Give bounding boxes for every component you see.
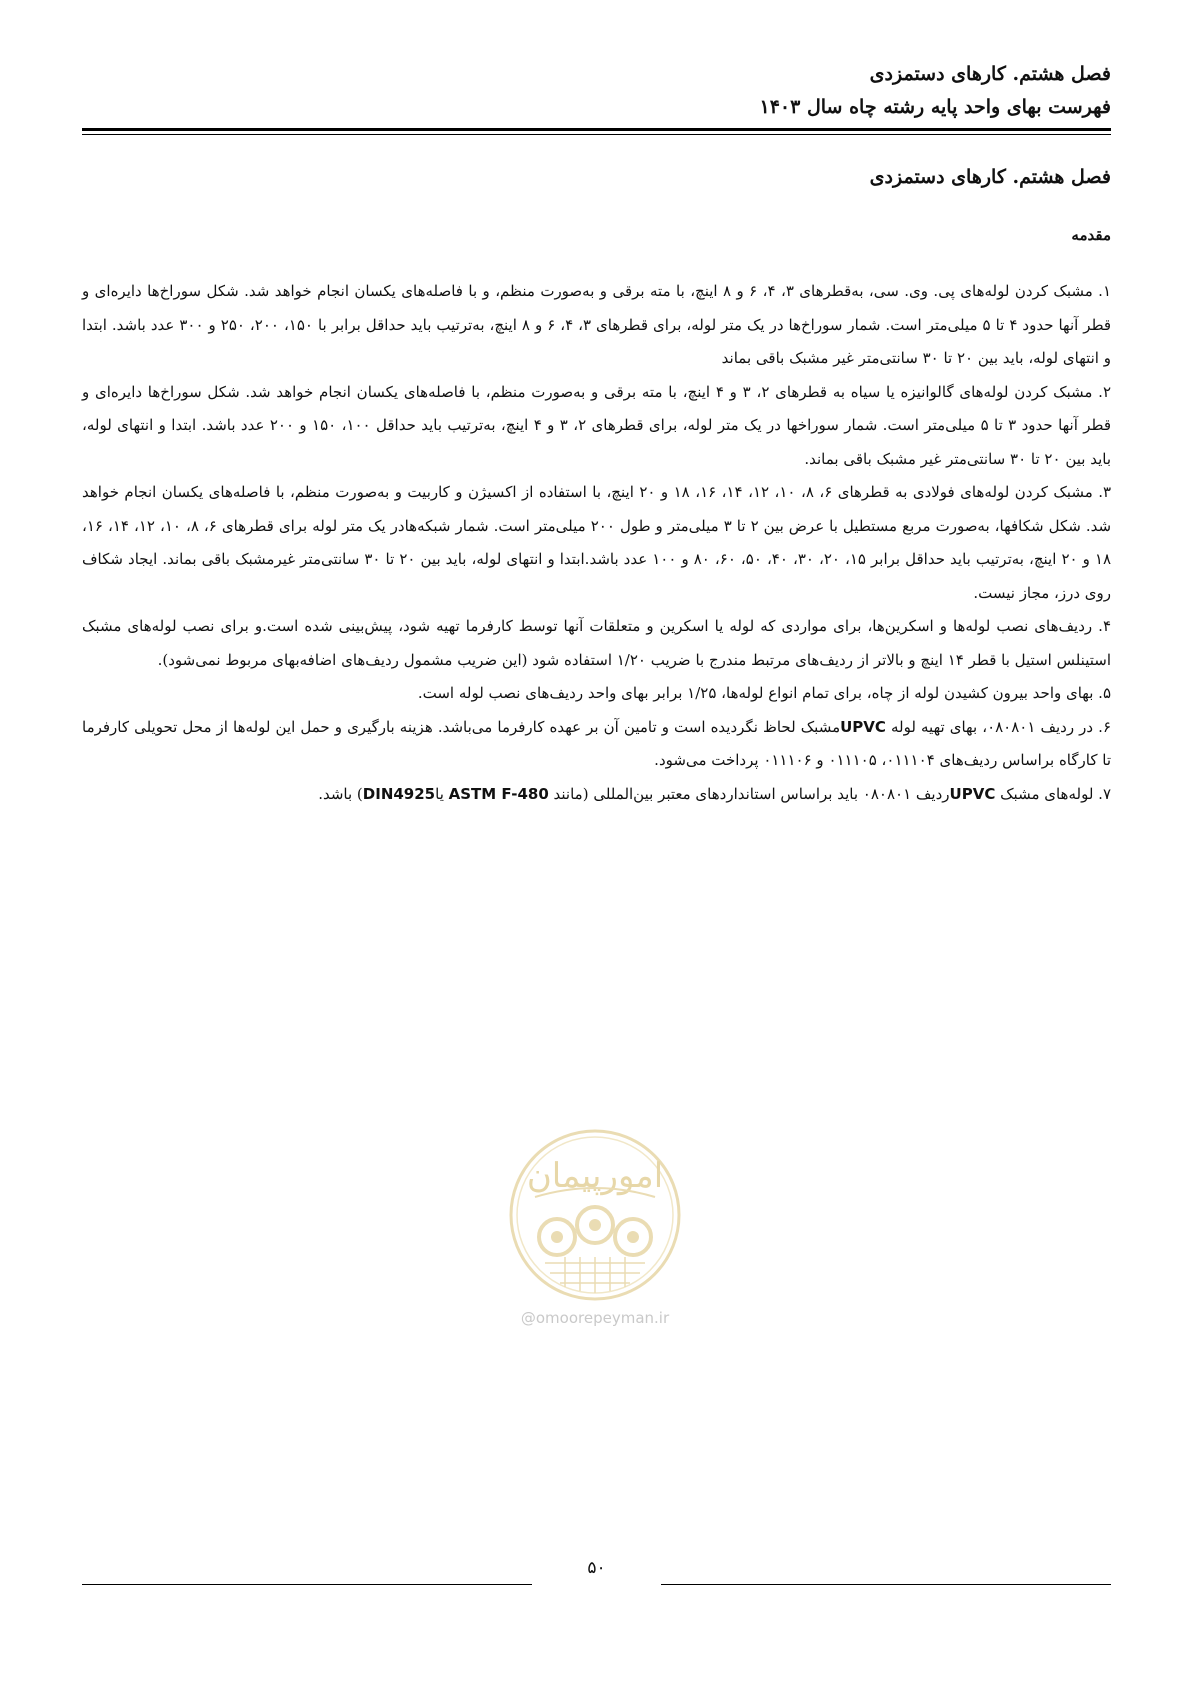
page-number: ۵۰ <box>587 1558 606 1578</box>
paragraph-5: ۵. بهای واحد بیرون کشیدن لوله از چاه، برای تمام انواع لوله‌ها، ۱/۲۵ برابر بهای واحد ردیف‌های نصب لوله است. <box>417 684 1111 702</box>
header-document-title: فهرست بهای واحد پایه رشته چاه سال ۱۴۰۳ <box>759 96 1111 118</box>
paragraph-2: ۲. مشبک کردن لوله‌های گالوانیزه یا سیاه به قطرهای ۲، ۳ و ۴ اینچ، با مته برقی و به‌صورت منظم، با فاصله‌های یکسان انجام خواهد شد. شکل سوراخ‌ها دایره‌ای و قطر آنها حدود ۳ تا ۵ میلی‌متر است. شمار سوراخها در یک متر لوله، برای قطرهای ۲، ۳ و ۴ اینچ، به‌ترتیب باید حداقل ۱۰۰، ۱۵۰ و ۲۰۰ عدد باشد. ابتدا و انتهای لوله، باید بین ۲۰ تا ۳۰ سانتی‌متر غیر مشبک باقی بماند. <box>82 382 1112 468</box>
chapter-title: فصل هشتم. کارهای دستمزدی <box>869 166 1111 188</box>
paragraph-7-start: ۷. لوله‌های مشبک <box>995 784 1111 803</box>
paragraph-6-start: ۶. در ردیف ۰۸۰۸۰۱، بهای تهیه لوله <box>885 717 1112 736</box>
section-title: مقدمه <box>1071 226 1111 244</box>
paragraph-6 <box>82 711 1111 778</box>
paragraph-6-end: مشبک لحاظ نگردیده است و تامین آن بر عهده کارفرما می‌باشد. هزینه بارگیری و حمل این لوله‌ها از محل تحویلی کارفرما تا کارگاه براساس ردیف‌های ۰۱۱۱۰۴، ۰۱۱۱۰۵ و ۰۱۱۱۰۶ پرداخت می‌شود. <box>82 717 1111 769</box>
page-footer <box>82 1558 1111 1588</box>
paragraph-7-or: یا <box>435 784 449 803</box>
body-text <box>82 275 1111 811</box>
paragraph-1: ۱. مشبک کردن لوله‌های پی. وی. سی، به‌قطرهای ۳، ۴، ۶ و ۸ اینچ، با مته برقی و به‌صورت منظم، و با فاصله‌های یکسان انجام خواهد شد. شکل سوراخ‌ها دایره‌ای و قطر آنها حدود ۴ تا ۵ میلی‌متر است. شمار سوراخ‌ها در یک متر لوله، برای قطرهای ۳، ۴، ۶ و ۸ اینچ، به‌ترتیب باید حداقل برابر با ۱۵۰، ۲۰۰، ۲۵۰ و ۳۰۰ عدد باشد. ابتدا و انتهای لوله، باید بین ۲۰ تا ۳۰ سانتی‌متر غیر مشبک باقی بماند <box>82 282 1112 367</box>
paragraph-7-end: ) باشد. <box>318 784 363 803</box>
watermark <box>505 1125 685 1345</box>
header-rule-thick <box>82 128 1111 131</box>
paragraph-7 <box>82 778 1111 812</box>
paragraph-7-astm: ASTM F-480 <box>448 784 549 803</box>
paragraph-7-din: DIN4925 <box>362 784 436 803</box>
paragraph-6-upvc: UPVC <box>840 717 886 736</box>
watermark-logo-text: امورپیمان <box>526 1156 664 1196</box>
page-header <box>82 58 1111 124</box>
footer-rule-right <box>661 1584 1111 1585</box>
header-rule-thin <box>82 134 1111 135</box>
paragraph-7-upvc: UPVC <box>949 784 996 803</box>
paragraph-4: ۴. ردیف‌های نصب لوله‌ها و اسکرین‌ها، برای مواردی که لوله یا اسکرین و متعلقات آنها توسط کارفرما تهیه شود، پیش‌بینی شده است.و برای نصب لوله‌های مشبک استینلس استیل با قطر ۱۴ اینچ و بالاتر از ردیف‌های مرتبط مندرج با ضریب ۱/۲۰ استفاده شود (این ضریب مشمول ردیف‌های اضافه‌بهای مربوط نمی‌شود). <box>82 617 1111 669</box>
watermark-site: @omoorepeyman.ir <box>520 1309 670 1327</box>
watermark-logo <box>505 1125 685 1305</box>
header-chapter-line: فصل هشتم. کارهای دستمزدی <box>869 63 1111 85</box>
paragraph-7-mid: ردیف ۰۸۰۸۰۱ باید براساس استانداردهای معتبر بین‌المللی (مانند <box>548 784 950 803</box>
paragraph-3: ۳. مشبک کردن لوله‌های فولادی به قطرهای ۶، ۸، ۱۰، ۱۲، ۱۴، ۱۶، ۱۸ و ۲۰ اینچ، با استفاده از اکسیژن و کاربیت و به‌صورت منظم، با فاصله‌های یکسان انجام خواهد شد. شکل شکافها، به‌صورت مربع مستطیل با عرض بین ۲ تا ۳ میلی‌متر و طول ۲۰۰ میلی‌متر است. شمار شبکه‌هادر یک متر لوله برای قطرهای ۶، ۸، ۱۰، ۱۲، ۱۴، ۱۶، ۱۸ و ۲۰ اینچ، به‌ترتیب باید حداقل برابر ۱۵، ۲۰، ۳۰، ۴۰، ۵۰، ۶۰، ۸۰ و ۱۰۰ عدد باشد.ابتدا و انتهای لوله، باید بین ۲۰ تا ۳۰ سانتی‌متر غیرمشبک باقی بماند. ایجاد شکاف روی درز، مجاز نیست. <box>82 483 1112 602</box>
footer-rule-left <box>82 1584 532 1585</box>
